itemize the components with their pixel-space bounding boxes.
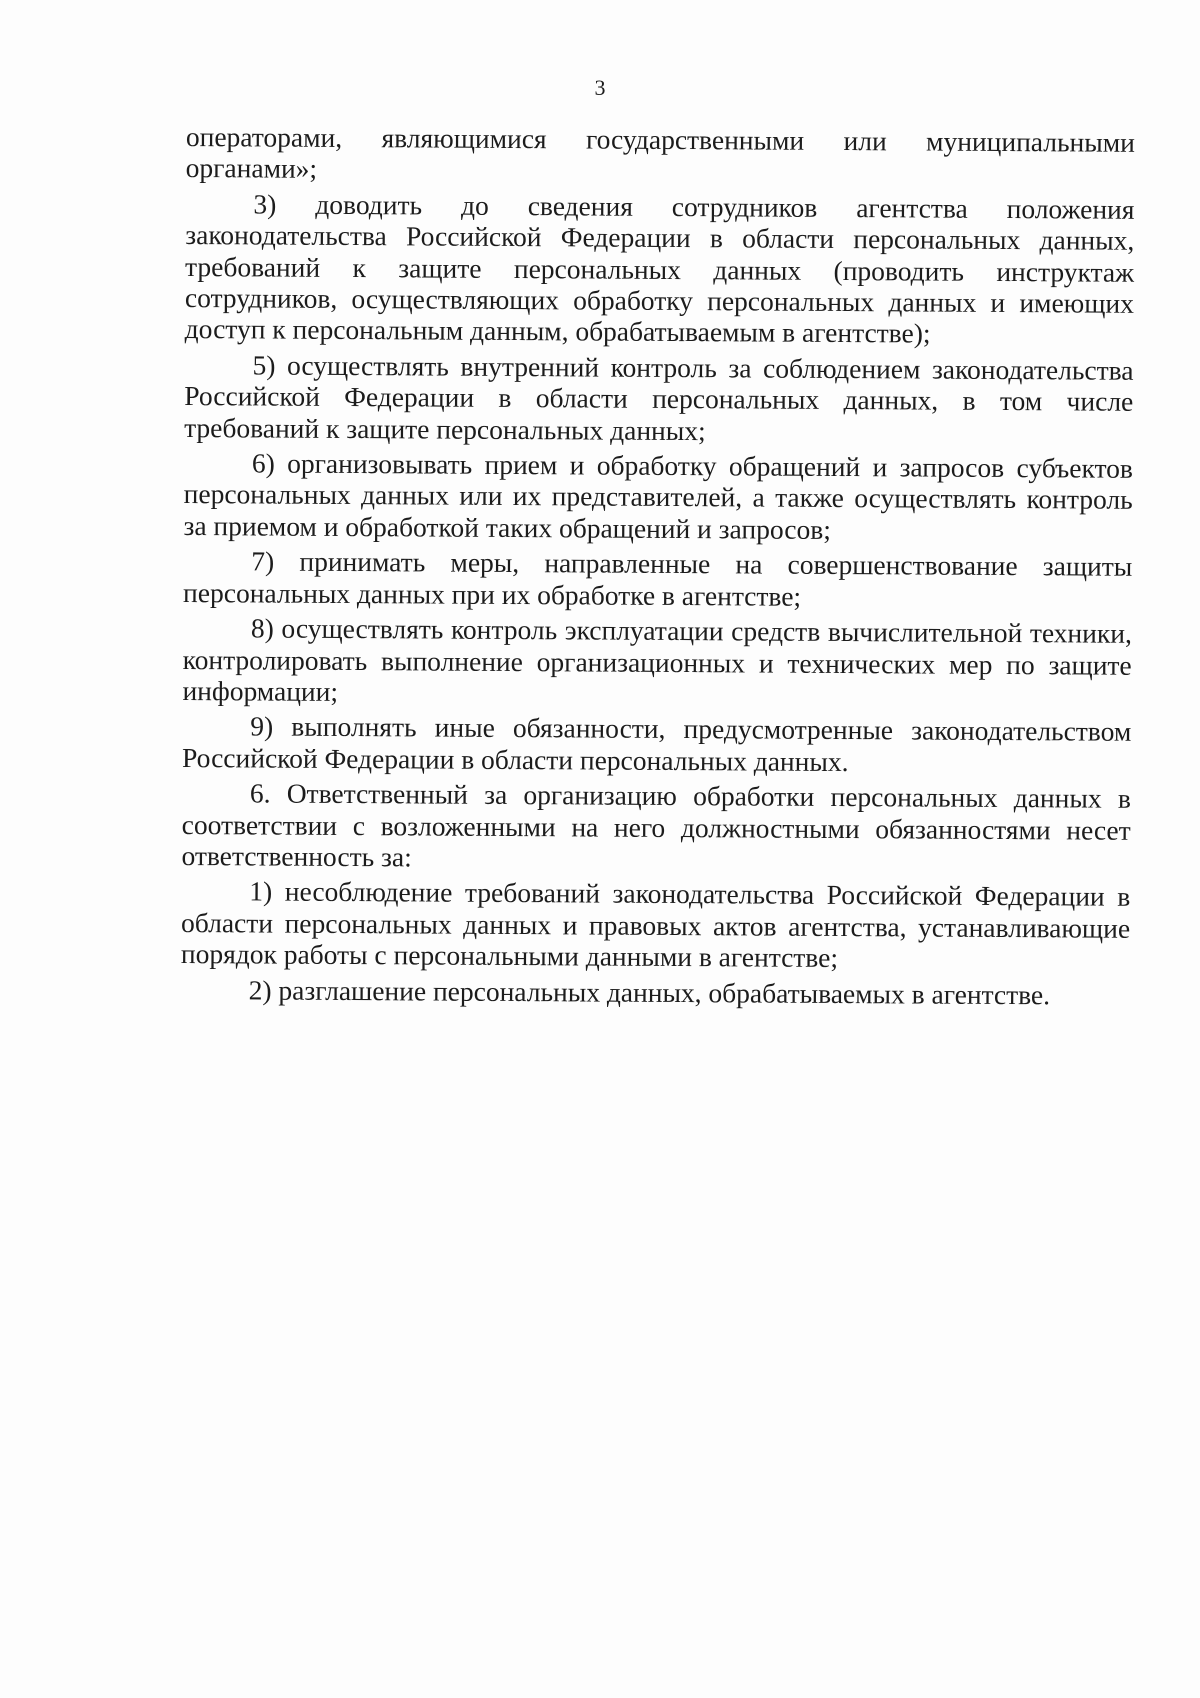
paragraph-item-5: 5) осуществлять внутренний контроль за соблюдением законодательства Российской Федерации в области персональных данных, в том числе требований к защите персональных данных; [184, 349, 1134, 446]
section-6-paragraph: 6. Ответственный за организацию обработки персональных данных в соответствии с возложенными на него должностными обязанностями несет ответственность за: [181, 777, 1131, 873]
paragraph-item-7: 7) принимать меры, направленные на совершенствование защиты персональных данных при их обработке в агентстве; [183, 545, 1133, 612]
paragraph-item-9: 9) выполнять иные обязанности, предусмотренные законодательством Российской Федерации в области персональных данных. [182, 710, 1132, 777]
responsibility-item-1: 1) несоблюдение требований законодательства Российской Федерации в области персональных данных и правовых актов агентства, устанавливающие порядок работы с персональными данными в агентстве; [180, 875, 1131, 974]
page-number: 3 [594, 75, 606, 100]
paragraph-item-6: 6) организовывать прием и обработку обращений и запросов субъектов персональных данных или их представителей, а также осуществлять контроль за приемом и обработкой таких обращений и запросов; [183, 447, 1133, 545]
responsibility-item-2: 2) разглашение персональных данных, обрабатываемых в агентстве. [248, 973, 1051, 1010]
paragraph-item-3: 3) доводить до сведения сотрудников агентства положения законодательства Российской Федерации в области персональных данных, требований к защите персональных данных (проводить инструктаж сотрудников, осуществляющих обработку персональных данных и имеющих доступ к персональным данным, обрабатываемым в агентстве); [184, 188, 1135, 349]
paragraph-item-8: 8) осуществлять контроль эксплуатации средств вычислительной техники, контролировать выполнение организационных и технических мер по защите информации; [182, 612, 1132, 707]
paragraph-continuation: операторами, являющимися государственными или муниципальными органами»; [185, 121, 1135, 185]
document-body [181, 121, 1135, 1015]
